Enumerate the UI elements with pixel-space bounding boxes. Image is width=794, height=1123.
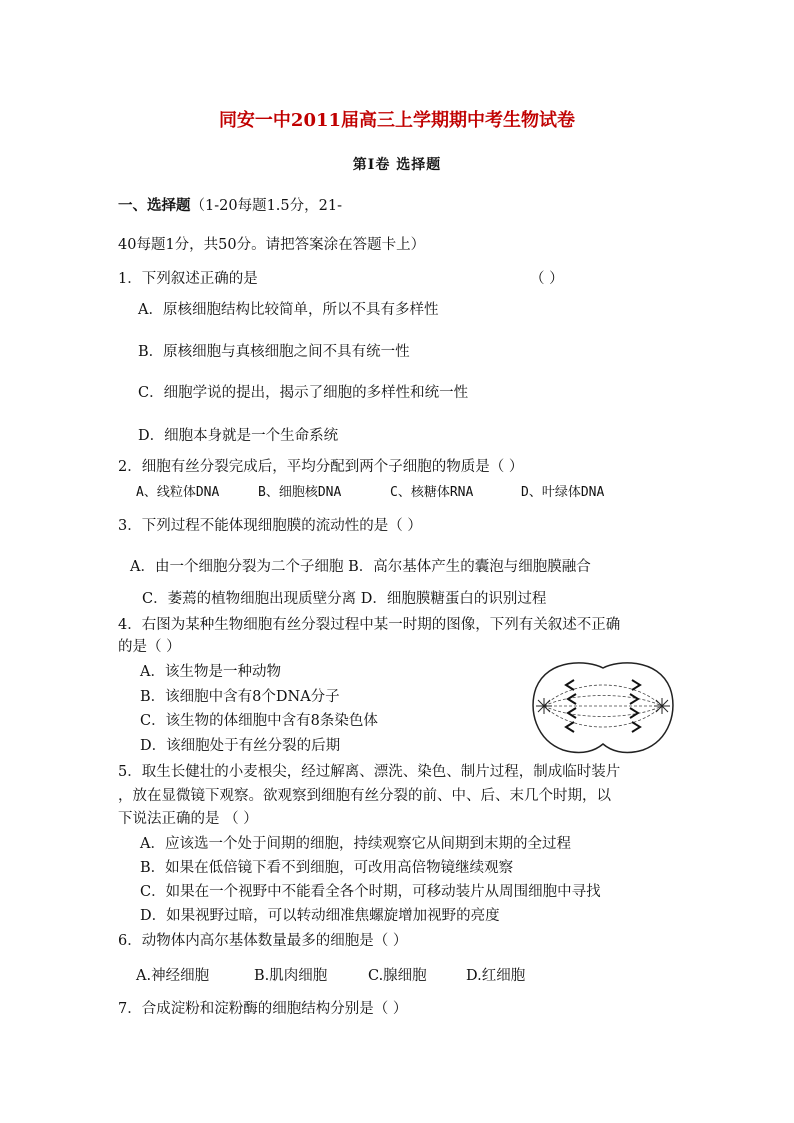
section-heading: 一、选择题 <box>118 197 191 214</box>
question-1-option-a: A．原核细胞结构比较简单，所以不具有多样性 <box>138 302 439 318</box>
section-note-2: 40每题1分，共50分。请把答案涂在答题卡上） <box>118 237 426 253</box>
question-4-stem-1: 4．右图为某种生物细胞有丝分裂过程中某一时期的图像，下列有关叙述不正确 <box>118 617 621 633</box>
question-5-stem-1: 5．取生长健壮的小麦根尖，经过解离、漂洗、染色、制片过程，制成临时装片 <box>118 764 621 780</box>
question-4-option-d: D．该细胞处于有丝分裂的后期 <box>140 738 341 754</box>
question-6-stem: 6．动物体内高尔基体数量最多的细胞是（ ） <box>118 933 408 949</box>
question-1-stem: 1．下列叙述正确的是 <box>118 271 258 287</box>
question-2-option-c: C、核糖体RNA <box>390 485 474 500</box>
question-2-stem: 2．细胞有丝分裂完成后，平均分配到两个子细胞的物质是（ ） <box>118 459 524 475</box>
question-5-stem-3: 下说法正确的是 （ ） <box>118 811 258 827</box>
question-5-stem-2: ，放在显微镜下观察。欲观察到细胞有丝分裂的前、中、后、末几个时期，以 <box>118 788 611 804</box>
mitosis-anaphase-figure <box>528 658 678 756</box>
question-6-option-d: D.红细胞 <box>466 968 526 984</box>
question-5-option-c: C．如果在一个视野中不能看全各个时期，可移动装片从周围细胞中寻找 <box>140 884 601 900</box>
question-4-stem-2: 的是（ ） <box>118 639 181 655</box>
page-title: 同安一中2011届高三上学期期中考生物试卷 <box>218 110 576 131</box>
question-6-option-a: A.神经细胞 <box>136 968 210 984</box>
question-3-options-ab: A．由一个细胞分裂为二个子细胞 B．高尔基体产生的囊泡与细胞膜融合 <box>130 559 591 575</box>
question-1-option-c: C．细胞学说的提出，揭示了细胞的多样性和统一性 <box>138 385 469 401</box>
question-4-option-c: C．该生物的体细胞中含有8条染色体 <box>140 713 378 729</box>
section-note-1: （1-20每题1.5分，21- <box>190 198 342 214</box>
question-7-stem: 7．合成淀粉和淀粉酶的细胞结构分别是（ ） <box>118 1001 408 1017</box>
question-1-bracket: （ ） <box>530 271 564 287</box>
question-6-option-b: B.肌肉细胞 <box>254 968 328 984</box>
question-2-option-d: D、叶绿体DNA <box>521 485 605 500</box>
question-1-option-d: D．细胞本身就是一个生命系统 <box>138 428 339 444</box>
question-4-option-b: B．该细胞中含有8个DNA分子 <box>140 689 340 705</box>
question-3-options-cd: C．萎蔫的植物细胞出现质壁分离 D．细胞膜糖蛋白的识别过程 <box>142 591 547 607</box>
section-heading-line <box>118 197 342 215</box>
question-4-option-a: A．该生物是一种动物 <box>140 664 281 680</box>
question-2-option-b: B、细胞核DNA <box>258 485 342 500</box>
question-5-option-b: B．如果在低倍镜下看不到细胞，可改用高倍物镜继续观察 <box>140 860 514 876</box>
question-5-option-d: D．如果视野过暗，可以转动细准焦螺旋增加视野的亮度 <box>140 908 500 924</box>
section-subtitle: 第Ⅰ卷 选择题 <box>352 157 442 173</box>
question-6-option-c: C.腺细胞 <box>368 968 427 984</box>
question-3-stem: 3．下列过程不能体现细胞膜的流动性的是（ ） <box>118 518 422 534</box>
question-2-option-a: A、线粒体DNA <box>136 485 220 500</box>
question-1-option-b: B．原核细胞与真核细胞之间不具有统一性 <box>138 344 410 360</box>
question-5-option-a: A．应该选一个处于间期的细胞，持续观察它从间期到末期的全过程 <box>140 836 571 852</box>
